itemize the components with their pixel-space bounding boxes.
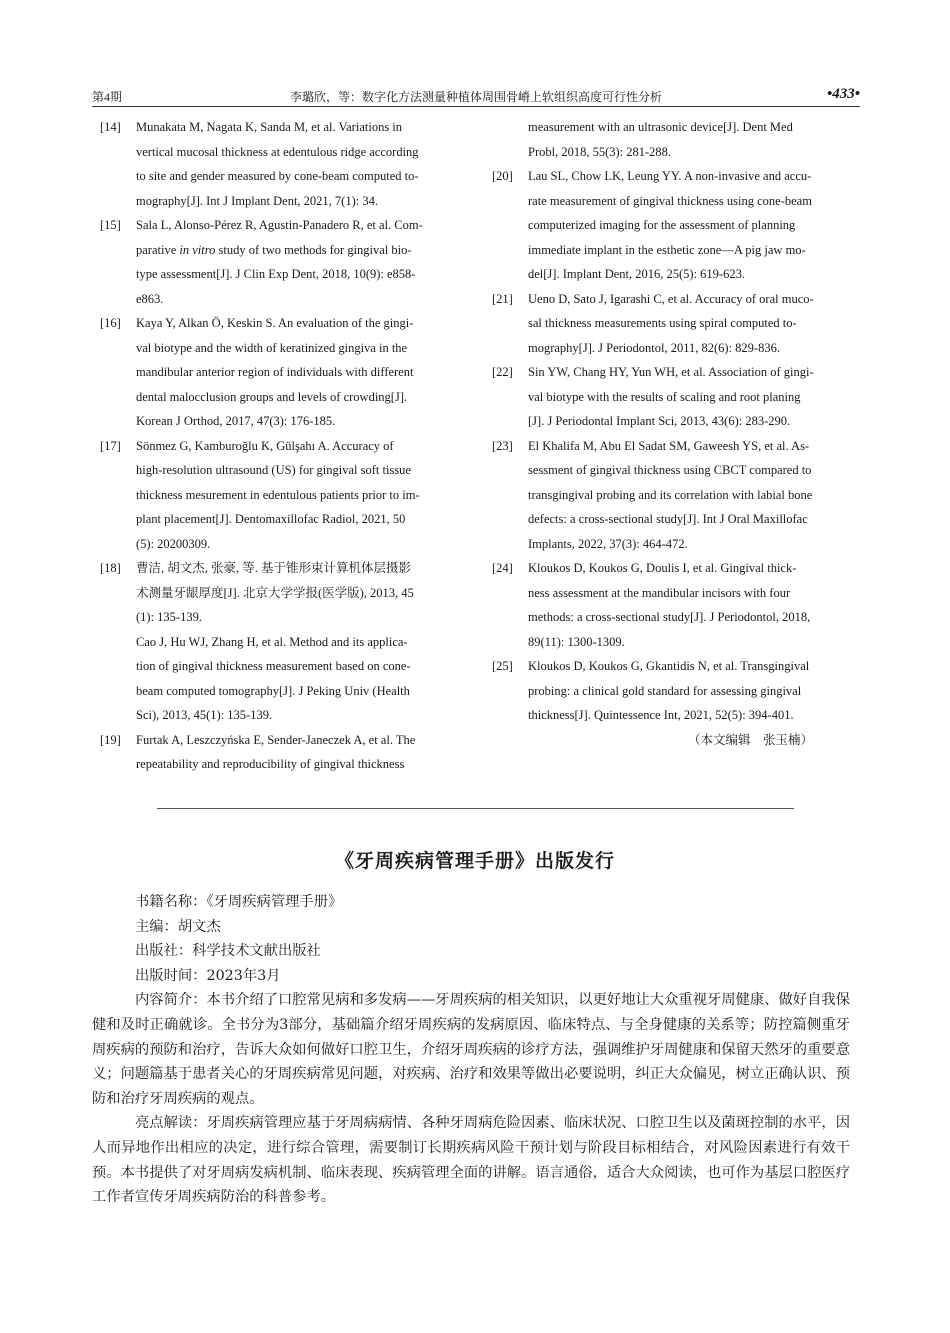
publish-date: 出版时间：2023年3月 <box>135 967 281 984</box>
reference-line: sessment of gingival thickness using CBCT compared to <box>528 463 812 477</box>
reference-line: Kaya Y, Alkan Ö, Keskin S. An evaluation of the gingi- <box>136 316 414 330</box>
reference-number: [24] <box>492 561 513 575</box>
reference-line: transgingival probing and its correlation with labial bone <box>528 487 813 502</box>
reference-line: val biotype with the results of scaling and root planing <box>528 389 801 404</box>
book-highlights: 亮点解读：牙周疾病管理应基于牙周病病情、各种牙周病危险因素、临床状况、口腔卫生以及菌斑控制的水平，因人而异地作出相应的决定，进行综合管理，需要制订长期疾病风险干预计划与阶段目标相结合，对风险因素进行有效干预。本书提供了对牙周病发病机制、临床表现、疾病管理全面的讲解。语言通俗，适合大众阅读，也可作为基层口腔医疗工作者宣传牙周疾病防治的科普参考。 <box>92 1115 850 1206</box>
reference-line: (1): 135-139. <box>136 610 202 624</box>
reference-line: Munakata M, Nagata K, Sanda M, et al. Variations in <box>136 120 403 134</box>
reference-24 <box>484 556 851 654</box>
running-title: 李璐欣，等：数字化方法测量种植体周围骨嵴上软组织高度可行性分析 <box>289 90 662 104</box>
reference-line: Lau SL, Chow LK, Leung YY. A non-invasive and accu- <box>528 169 812 183</box>
reference-number: [18] <box>100 561 121 575</box>
reference-line: dental malocclusion groups and levels of crowding[J]. <box>136 389 408 404</box>
reference-line: Sala L, Alonso-Pérez R, Agustin-Panadero R, et al. Com- <box>136 218 423 232</box>
reference-line: to site and gender measured by cone-beam computed to- <box>136 169 419 183</box>
reference-line: immediate implant in the esthetic zone—A pig jaw mo- <box>528 242 806 257</box>
header-rule <box>92 106 860 107</box>
reference-15 <box>92 213 459 311</box>
reference-number: [17] <box>100 438 121 453</box>
page-header <box>92 86 860 106</box>
reference-line: Sin YW, Chang HY, Yun WH, et al. Association of gingi- <box>528 365 814 379</box>
reference-line: Furtak A, Leszczyńska E, Sender-Janeczek A, et al. The <box>136 732 416 747</box>
reference-19-continued <box>484 115 851 164</box>
reference-line: parative in vitro study of two methods for gingival bio- <box>136 242 412 257</box>
reference-line: mography[J]. Int J Implant Dent, 2021, 7(1): 34. <box>136 193 378 208</box>
reference-line: methods: a cross-sectional study[J]. J Periodontol, 2018, <box>528 610 811 624</box>
reference-line: e863. <box>136 291 164 306</box>
chief-editor: 主编：胡文杰 <box>135 918 221 935</box>
reference-23 <box>484 434 851 557</box>
reference-line: beam computed tomography[J]. J Peking Univ (Health <box>136 683 410 698</box>
page-number: •433• <box>826 86 860 102</box>
reference-line: Implants, 2022, 37(3): 464-472. <box>528 536 688 551</box>
reference-line: rate measurement of gingival thickness using cone-beam <box>528 193 812 208</box>
reference-line: repeatability and reproducibility of gingival thickness <box>136 757 405 771</box>
reference-number: [14] <box>100 120 121 134</box>
book-summary: 内容简介：本书介绍了口腔常见病和多发病——牙周疾病的相关知识，以更好地让大众重视牙周健康、做好自我保健和及时正确就诊。全书分为3部分，基础篇介绍牙周疾病的发病原因、临床特点、与全身健康的关系等；防控篇侧重牙周疾病的预防和治疗，告诉大众如何做好口腔卫生，介绍牙周疾病的诊疗方法，强调维护牙周健康和保留天然牙的重要意义；问题篇基于患者关心的牙周疾病常见问题，对疾病、治疗和效果等做出必要说明，纠正大众偏见，树立正确认识、预防和治疗牙周疾病的观点。 <box>92 992 850 1107</box>
reference-number: [15] <box>100 218 121 232</box>
italic-term: in vitro <box>179 242 216 257</box>
reference-line: sal thickness measurements using spiral computed to- <box>528 316 797 330</box>
reference-line: ness assessment at the mandibular incisors with four <box>528 585 791 600</box>
section-divider <box>157 808 794 809</box>
reference-line: plant placement[J]. Dentomaxillofac Radiol, 2021, 50 <box>136 512 406 526</box>
reference-number: [23] <box>492 438 513 453</box>
reference-line: thickness mesurement in edentulous patients prior to im- <box>136 487 420 502</box>
reference-number: [20] <box>492 169 513 183</box>
editor-note: （本文编辑 张玉楠） <box>687 732 813 747</box>
reference-number: [21] <box>492 291 513 306</box>
reference-line: probing: a clinical gold standard for assessing gingival <box>528 683 802 698</box>
reference-14 <box>92 115 459 213</box>
reference-line: 术测量牙龈厚度[J]. 北京大学学报(医学版), 2013, 45 <box>136 585 414 600</box>
reference-line: type assessment[J]. J Clin Exp Dent, 2018, 10(9): e858- <box>136 267 416 281</box>
reference-line: Kloukos D, Koukos G, Doulis I, et al. Gingival thick- <box>528 561 797 575</box>
publisher: 出版社：科学技术文献出版社 <box>135 943 321 960</box>
reference-25 <box>484 654 851 728</box>
reference-21 <box>484 287 851 361</box>
reference-line: Sönmez G, Kamburoğlu K, Gülşahı A. Accuracy of <box>136 438 394 453</box>
book-name: 书籍名称：《牙周疾病管理手册》 <box>135 894 343 910</box>
reference-line: 89(11): 1300-1309. <box>528 634 625 649</box>
reference-line: vertical mucosal thickness at edentulous ridge according <box>136 144 419 159</box>
reference-line: measurement with an ultrasonic device[J]. Dent Med <box>528 120 793 134</box>
reference-22 <box>484 360 851 434</box>
reference-line: (5): 20200309. <box>136 536 211 551</box>
reference-line: val biotype and the width of keratinized gingiva in the <box>136 340 408 355</box>
reference-line: computerized imaging for the assessment of planning <box>528 218 796 232</box>
reference-line: Probl, 2018, 55(3): 281-288. <box>528 144 672 159</box>
reference-line: Kloukos D, Koukos G, Gkantidis N, et al. Transgingival <box>528 659 810 673</box>
references-right-column <box>484 115 851 752</box>
reference-18 <box>92 556 459 728</box>
reference-line: Sci), 2013, 45(1): 135-139. <box>136 708 273 722</box>
reference-number: [19] <box>100 732 121 747</box>
notice-body <box>92 890 850 1210</box>
references-left-column <box>92 115 459 777</box>
reference-19 <box>92 728 459 777</box>
reference-line: [J]. J Periodontal Implant Sci, 2013, 43(6): 283-290. <box>528 414 791 428</box>
reference-line: mography[J]. J Periodontol, 2011, 82(6): 829-836. <box>528 340 780 355</box>
reference-line: tion of gingival thickness measurement based on cone- <box>136 659 411 673</box>
reference-number: [25] <box>492 659 513 673</box>
issue-number: 第4期 <box>92 90 123 104</box>
reference-20 <box>484 164 851 287</box>
reference-line: Korean J Orthod, 2017, 47(3): 176-185. <box>136 414 336 428</box>
reference-line: Cao J, Hu WJ, Zhang H, et al. Method and its applica- <box>136 634 408 649</box>
notice-title: 《牙周疾病管理手册》出版发行 <box>334 850 615 872</box>
reference-17 <box>92 434 459 557</box>
reference-line: mandibular anterior region of individuals with different <box>136 365 414 379</box>
reference-line: thickness[J]. Quintessence Int, 2021, 52(5): 394-401. <box>528 708 794 722</box>
reference-number: [22] <box>492 365 513 379</box>
reference-line: del[J]. Implant Dent, 2016, 25(5): 619-623. <box>528 267 745 281</box>
reference-line: El Khalifa M, Abu El Sadat SM, Gaweesh YS, et al. As- <box>528 438 810 453</box>
reference-line: defects: a cross-sectional study[J]. Int J Oral Maxillofac <box>528 512 808 526</box>
reference-number: [16] <box>100 316 121 330</box>
reference-line: high-resolution ultrasound (US) for gingival soft tissue <box>136 463 411 477</box>
reference-line: Ueno D, Sato J, Igarashi C, et al. Accuracy of oral muco- <box>528 291 814 306</box>
reference-16 <box>92 311 459 434</box>
reference-line: 曹洁, 胡文杰, 张豪, 等. 基于锥形束计算机体层摄影 <box>136 561 412 575</box>
